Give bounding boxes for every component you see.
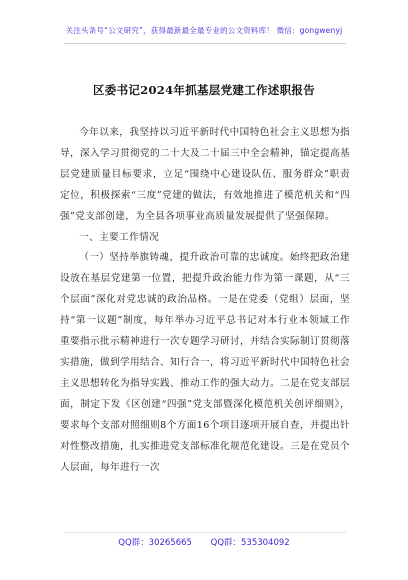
footer-qq-group-1: QQ群：30265665 bbox=[118, 538, 192, 548]
section-heading: 一、主要工作情况 bbox=[79, 231, 160, 243]
footer-qq-group-2: QQ群：535304092 bbox=[210, 538, 290, 548]
paragraph-intro: 今年以来，我坚持以习近平新时代中国特色社会主义思想为指导，深入学习贯彻党的二十大及二十届三中全会精神，锚定提高基层党建质量目标要求，立足“围绕中心建设队伍、服务群众”职责定位，积极探索“三度”党建的做法，有效地推进了模范机关和“四强”党支部创建，为全县各项事业高质量发展提供了坚强保障。 bbox=[60, 127, 350, 222]
paragraph-point-one: （一）坚持举旗铸魂，提升政治可靠的忠诚度。始终把政治建设放在基层党建第一位置，把提升政治能力作为第一课题，从“三个层面”深化对党忠诚的政治品格。一是在党委（党组）层面，坚持“第一议题”制度，每年举办习近平总书记对本行业本领域工作重要指示批示精神进行一次专题学习研讨，并结合实际制订贯彻落实措施，做到学用结合、知行合一，将习近平新时代中国特色社会主义思想转化为指导实践、推动工作的强大动力。二是在党支部层面，制定下发《区创建“四强”党支部暨深化模范机关创评细则》，要求每个支部对照细则8个方面16个项目逐项开展自查，并提出针对性整改措施，扎实推进党支部标准化规范化建设。三是在党员个人层面，每年进行一次 bbox=[60, 252, 350, 473]
document-body bbox=[60, 123, 350, 478]
header-divider bbox=[64, 43, 346, 44]
footer-divider bbox=[64, 532, 346, 533]
footer bbox=[0, 536, 408, 548]
document-title: 区委书记2024年抓基层党建工作述职报告 bbox=[92, 83, 315, 97]
header-banner: 关注头条号“公文研究”，获得最新最全最专业的公文资料库！ 微信：gongwenyj bbox=[65, 26, 343, 35]
